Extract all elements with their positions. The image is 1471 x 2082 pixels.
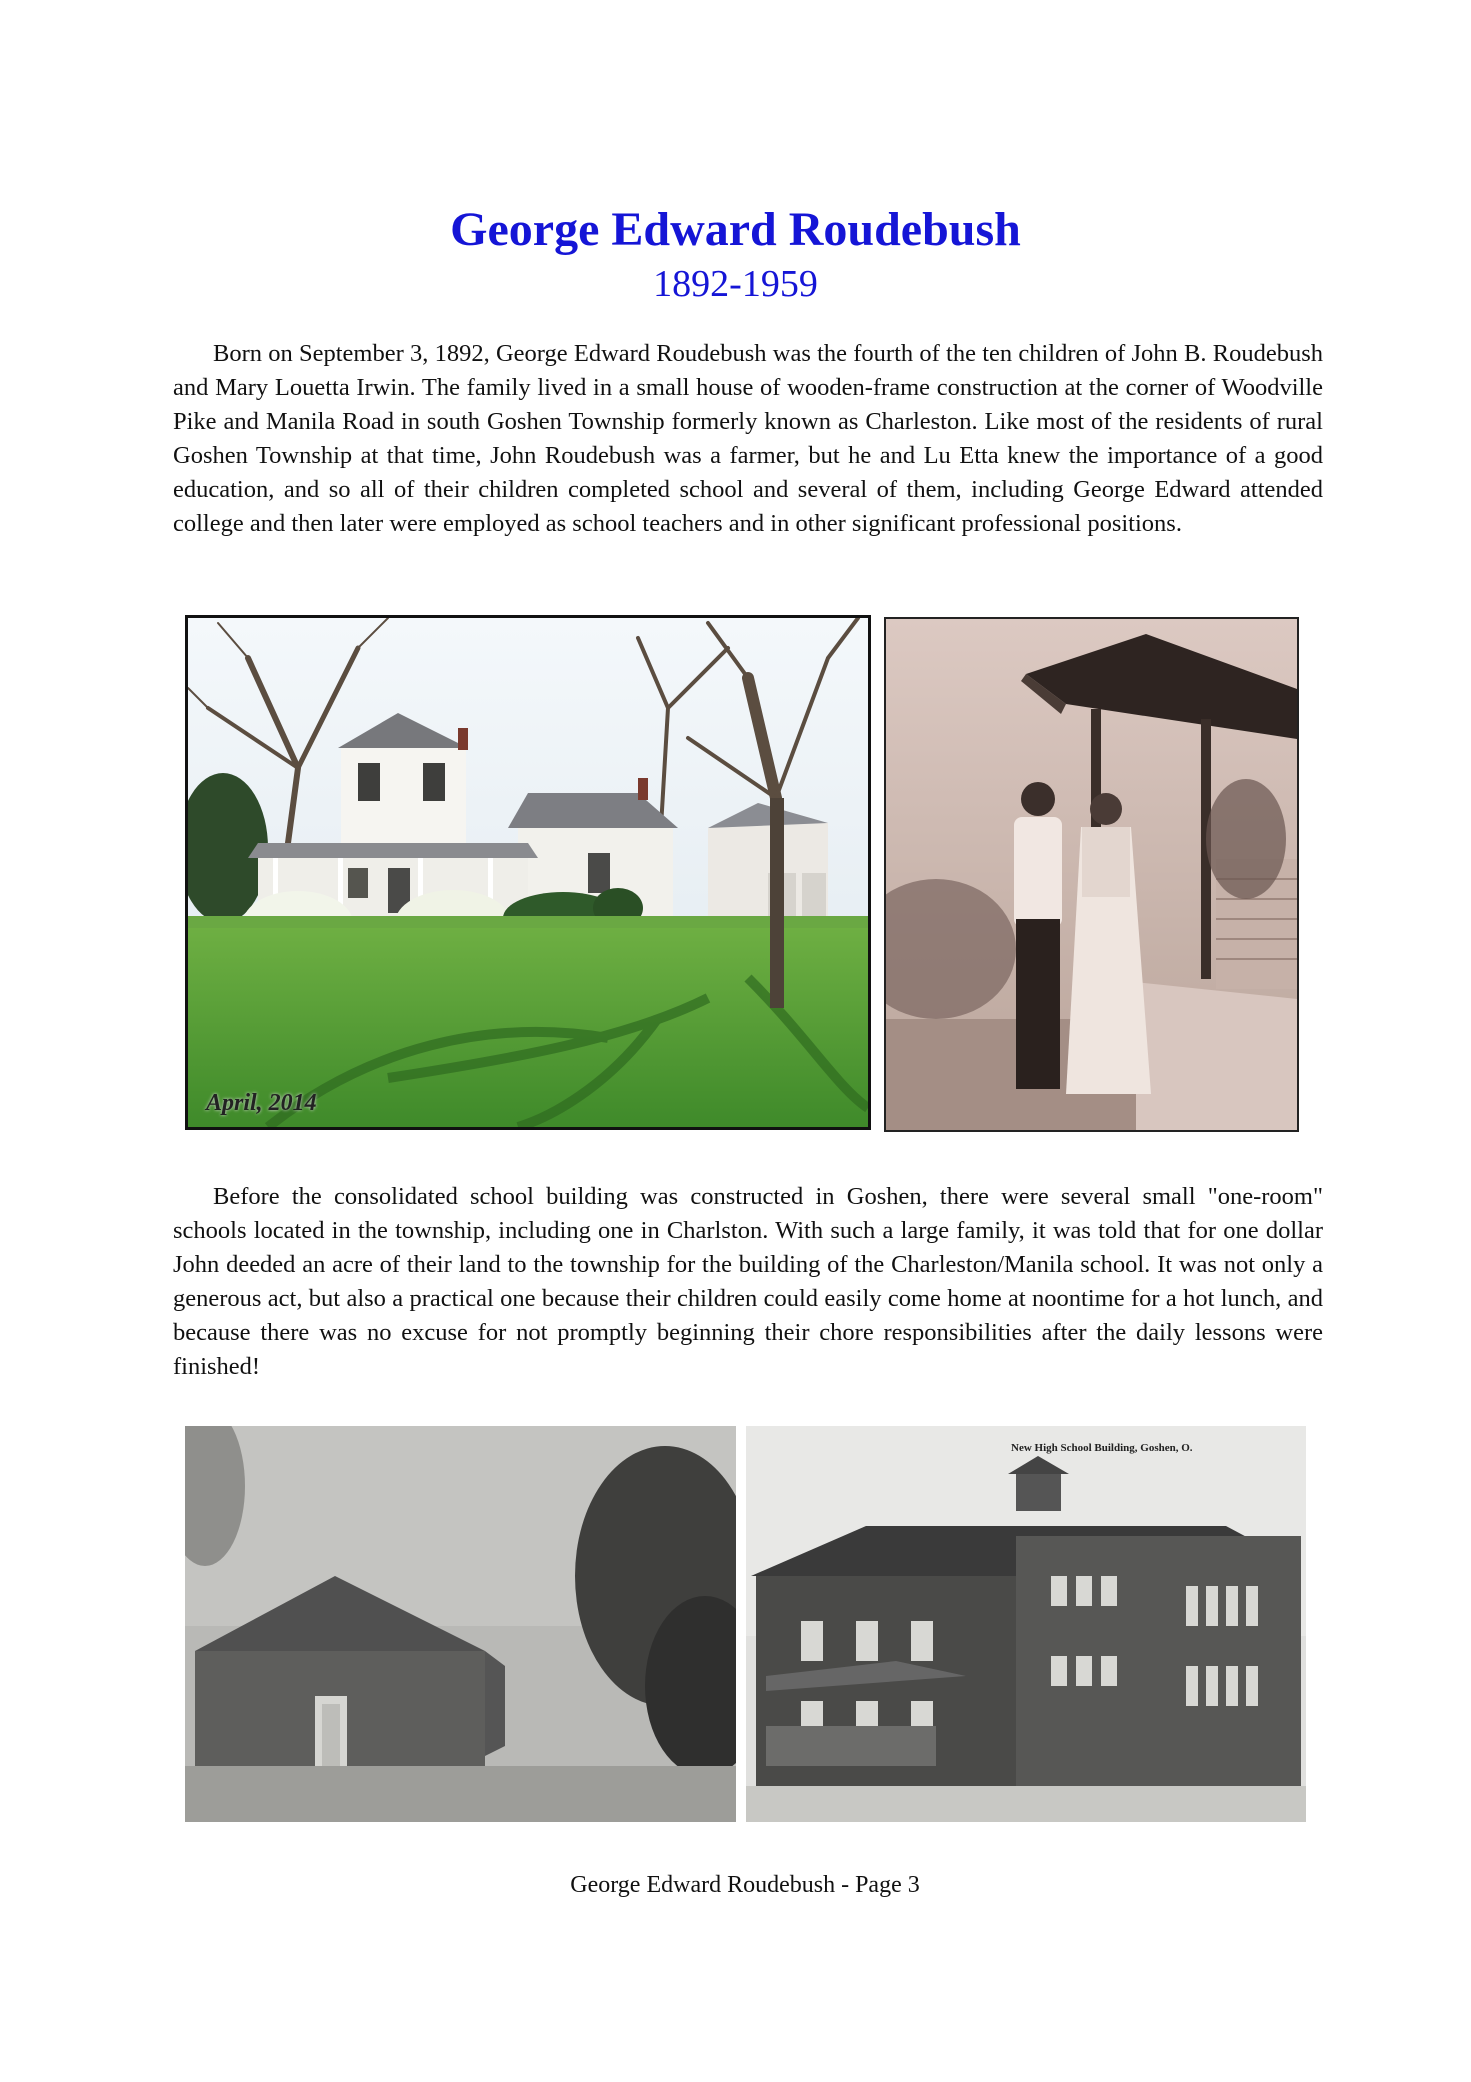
postcard-caption: New High School Building, Goshen, O. (1011, 1442, 1193, 1454)
high-school-image (746, 1426, 1306, 1822)
high-school-postcard-photo (746, 1426, 1306, 1822)
one-room-school-photo (185, 1426, 736, 1822)
photo-date-caption: April, 2014 (206, 1090, 317, 1116)
page-years: 1892-1959 (653, 263, 818, 305)
one-room-school-image (185, 1426, 736, 1822)
page-footer: George Edward Roudebush - Page 3 (570, 1872, 920, 1898)
couple-on-porch-photo (884, 617, 1299, 1132)
farmhouse-photo (185, 615, 871, 1130)
school-paragraph: Before the consolidated school building was constructed in Goshen, there were several small "one-room" schools located in the township, including one in Charlston. With such a large family, it was told that for one dollar John deeded an acre of their land to the township for the building of the Charleston/Manila school. It was not only a generous act, but also a practical one because their children could easily come home at noontime for a hot lunch, and because there was no excuse for not promptly beginning their chore responsibilities after the daily lessons were finished! (173, 1183, 1323, 1380)
page-title: George Edward Roudebush (450, 203, 1021, 256)
couple-image (886, 619, 1297, 1130)
farmhouse-image (188, 618, 868, 1127)
intro-paragraph: Born on September 3, 1892, George Edward Roudebush was the fourth of the ten children of John B. Roudebush and Mary Louetta Irwin. The family lived in a small house of wooden-frame construction at the corner of Woodville Pike and Manila Road in south Goshen Township formerly known as Charleston. Like most of the residents of rural Goshen Township at that time, John Roudebush was a farmer, but he and Lu Etta knew the importance of a good education, and so all of their children completed school and several of them, including George Edward attended college and then later were employed as school teachers and in other significant professional positions. (173, 340, 1323, 537)
